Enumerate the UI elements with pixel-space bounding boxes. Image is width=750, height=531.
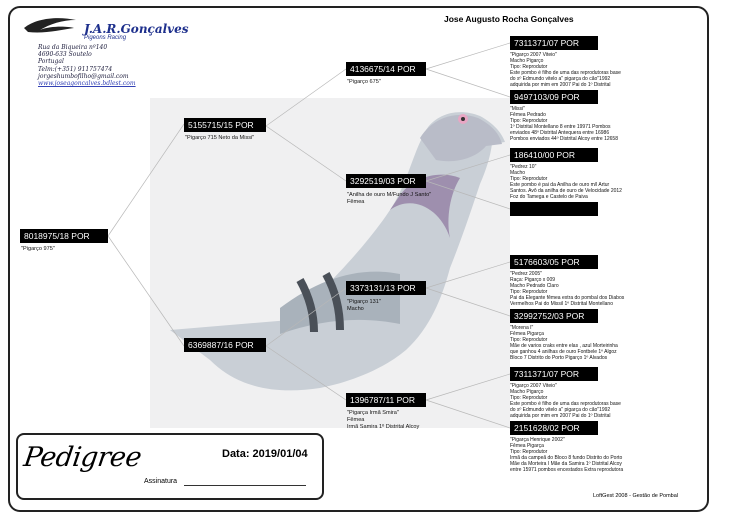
ancestor-ring: 7311371/07 POR xyxy=(510,367,598,381)
website-link[interactable]: www.joseagoncalves.bdlest.com xyxy=(38,80,136,88)
brand-logo xyxy=(22,14,189,41)
bird-info: "Pigarço 975" xyxy=(21,246,55,252)
grandparent-ring: 4136675/14 POR xyxy=(346,62,426,76)
grandparent-info: "Pigarço 675" xyxy=(347,79,381,85)
grandparent-ring: 3292519/03 POR xyxy=(346,174,426,188)
grandparent-ring: 3373131/13 POR xyxy=(346,281,426,295)
signature-line[interactable] xyxy=(184,485,306,486)
ancestor-info: "Morena I" Fêmea Pigarça Tipo: Reprodutor Mãe de varios craks entre elas , azul Morteirinha que ganhou 4 anilhas de ouro Fontbele 1º Algoz Bloco 7 Distrito do Porto Pigarço 1º Alvados xyxy=(510,325,618,361)
bird-logo-icon xyxy=(22,14,82,36)
date-label: Data: 2019/01/04 xyxy=(222,448,308,460)
ancestor-ring: 9497103/09 POR xyxy=(510,90,598,104)
ancestor-info: "Missi" Fêmea Pedrado Tipo: Reprodutor 1º Distrital Montellano 8 entre 19971 Pombos enviados 48º Distrital Antequera entre 16986 Pombos enviados 44º Distrital Alcoy entre 12658 xyxy=(510,106,618,142)
address-block xyxy=(38,44,136,87)
grandparent-ring: 1396787/11 POR xyxy=(346,393,426,407)
address-line: Portugal xyxy=(38,58,64,66)
address-line: Rua da Biqueira nº140 xyxy=(38,44,108,51)
signature-label: Assinatura xyxy=(144,478,178,485)
pedigree-title: Pedigree xyxy=(21,442,144,473)
sire-ring: 5155715/15 POR xyxy=(184,118,266,132)
ancestor-ring: 2151628/02 POR xyxy=(510,421,598,435)
brand-name: J.A.R.Gonçalves xyxy=(84,22,189,36)
ancestor-ring: 7311371/07 POR xyxy=(510,36,598,50)
owner-name: Jose Augusto Rocha Gonçalves xyxy=(444,14,574,24)
ancestor-info: "Pedrez 2005" Raça: Pigarço x 009 Macho Pedrado Claro Tipo: Reprodutor Pai da Elegante fêmea extra do pombal dos Diabos Vermelhos Pai do Missil 1º Distrital Montellano xyxy=(510,271,625,307)
grandparent-info: "Pigarça Irmã Smira" Fêmea Irmã Samira 1º Distrital Alcoy xyxy=(347,410,420,430)
ancestor-ring-empty xyxy=(510,202,598,216)
grandparent-info: "Pigarço 131" Macho xyxy=(347,299,381,312)
email-line: jorgeshumbofilho@gmail.com xyxy=(38,72,129,80)
ancestor-ring: 5176603/05 POR xyxy=(510,255,598,269)
software-credit: LoftGest 2008 - Gestão de Pombal xyxy=(593,493,678,499)
ancestor-ring: 32992752/03 POR xyxy=(510,309,598,323)
address-line: 4690-633 Soutelo xyxy=(38,51,92,59)
sire-info: "Pigarço 715 Neto da Missi" xyxy=(185,135,255,141)
ancestor-ring: 186410/00 POR xyxy=(510,148,598,162)
ancestor-info: "Pigarça Henrique 2002" Fêmea Pigarça Tipo: Reprodutor Irmã da campeã do Bloco 8 fundo Distrito do Porto Mãe da Morteira I Mãe da Samira 1º Distrital Alcoy entre 15971 pombos encestados Extra reprodutora xyxy=(510,437,624,473)
bird-ring: 8018975/18 POR xyxy=(20,229,108,243)
ancestor-info: "Pigarço 2007 Viteio" Macho Pigarço Tipo: Reprodutor Este pombo é filho de uma das reprodutoras base do sº Edmundo vitelo a" pigarça do cão"1992 adquirida por mim em 2007 Pai do 1º Distrital xyxy=(510,52,621,88)
grandparent-info: "Anilha de ouro M/Fundo J Santo" Fêmea xyxy=(347,192,432,205)
ancestor-info: "Pedrez 10" Macho Tipo: Reprodutor Este pombo é pai da Anilha de ouro m/l Artur Santos. Avô da anilha de ouro de Velocidade 2012 Foz do Tamega e Castelo de Paiva xyxy=(510,164,622,200)
dam-ring: 6369887/16 POR xyxy=(184,338,266,352)
ancestor-info: "Pigarço 2007 Viteio" Macho Pigarço Tipo: Reprodutor Este pombo é filho de uma das reprodutoras base do sº Edmundo vitelo a" pigarça do cão"1992 adquirida por mim em 2007 Pai do 1º Distrital xyxy=(510,383,621,419)
address-line: Telm:(+351) 911757474 xyxy=(38,65,113,73)
brand-tagline: Pigeons Racing xyxy=(84,35,127,41)
